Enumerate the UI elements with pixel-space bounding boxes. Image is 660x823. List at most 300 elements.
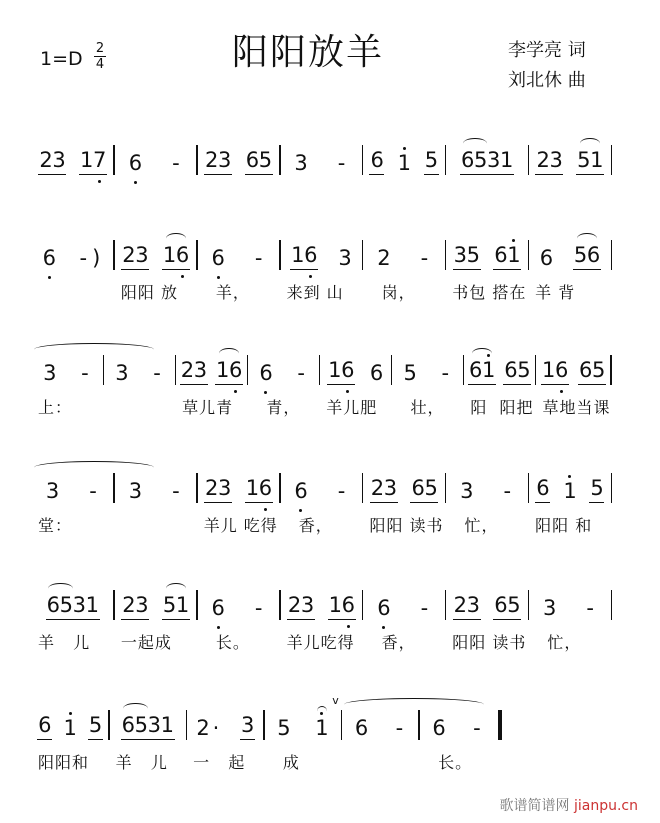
note: 1: [328, 593, 342, 617]
note-group: [314, 716, 329, 740]
slur-arc: [48, 583, 72, 594]
time-top: 2: [95, 41, 105, 56]
note: 3: [460, 479, 474, 503]
lyric: 上：: [38, 398, 73, 417]
note: 3: [218, 476, 232, 500]
slur-arc: [166, 233, 186, 244]
note: 3: [115, 361, 129, 385]
measure: [446, 145, 527, 205]
note-group: [397, 151, 412, 175]
note-group: [245, 476, 273, 503]
notes: [392, 355, 463, 385]
note: 1: [541, 358, 556, 382]
note: 2: [205, 148, 219, 172]
note-group: [211, 596, 226, 620]
measure: [248, 355, 319, 418]
note-group: [63, 716, 78, 740]
note-group: [376, 246, 391, 270]
measure: [32, 590, 113, 653]
score-row: [32, 355, 612, 418]
note: 2: [205, 476, 219, 500]
lyric: 青，: [254, 398, 301, 417]
note: 2: [196, 716, 210, 740]
note-group: [459, 479, 474, 503]
note: 6: [494, 243, 508, 267]
lyric: 成: [270, 753, 300, 772]
measure: [115, 473, 196, 533]
measure: [115, 145, 196, 205]
note-group: [453, 243, 481, 270]
measure: [446, 473, 527, 536]
notes: [198, 145, 279, 175]
note-group: [493, 593, 521, 620]
lyric: 阳阳 读书: [369, 516, 444, 535]
note: 6: [432, 716, 446, 740]
notes: [446, 145, 527, 175]
note: 3: [128, 479, 143, 503]
note: 5: [258, 148, 273, 172]
lyric: 长。: [203, 633, 250, 652]
note-group: [245, 148, 273, 175]
notes: [281, 145, 362, 175]
note: 5: [591, 358, 606, 382]
note: 1: [216, 358, 230, 382]
note: 3: [147, 713, 161, 737]
note-group: [370, 476, 398, 503]
note: ): [92, 246, 101, 270]
note: -: [586, 596, 594, 620]
measure: [446, 590, 527, 653]
note-group: [424, 148, 439, 175]
note: 3: [45, 479, 60, 503]
notes: [248, 355, 319, 385]
note-group: [86, 479, 101, 503]
notes: [342, 710, 418, 740]
measure: [420, 710, 496, 773]
score-row: [32, 240, 612, 303]
notes: [446, 590, 527, 620]
measure: [281, 240, 362, 303]
note-group: [417, 596, 432, 620]
lyric: 羊儿 吃得: [203, 516, 278, 535]
note: 1: [590, 148, 604, 172]
note: -: [420, 246, 429, 270]
notes: [115, 145, 196, 175]
note-group: [392, 716, 407, 740]
notes: [32, 240, 113, 270]
measure: [187, 710, 263, 773]
note-group: [46, 593, 100, 620]
note: 2: [287, 593, 302, 617]
note-group: [195, 716, 223, 740]
notes: [32, 710, 108, 740]
notes: [176, 355, 247, 385]
measure: [281, 473, 362, 536]
lyric: 阳 阳把: [470, 398, 534, 417]
notes: [32, 145, 113, 175]
note: 3: [466, 593, 480, 617]
note: 6: [411, 476, 425, 500]
note-group: [334, 151, 349, 175]
lyric: 草儿青: [182, 398, 234, 417]
note-group: [327, 358, 355, 385]
lyric: 羊 背: [535, 283, 576, 302]
note-group: [576, 148, 604, 175]
final-barline: [498, 710, 502, 740]
lyric: [198, 185, 279, 205]
lyric: [104, 395, 175, 415]
note: 6: [42, 246, 56, 270]
note-group: [114, 361, 129, 385]
note-group: [251, 246, 266, 270]
note: 5: [573, 243, 588, 267]
lyric: [115, 185, 196, 205]
note-group: [337, 246, 352, 270]
note: 6: [229, 358, 243, 382]
barline: [610, 355, 612, 385]
notes: [446, 240, 527, 270]
note: 5: [162, 593, 177, 617]
note-group: [45, 479, 60, 503]
slur-arc: [123, 703, 147, 714]
note: 1: [175, 593, 190, 617]
note: 6: [460, 148, 475, 172]
note-group: [168, 479, 183, 503]
note: -: [172, 479, 180, 503]
note: ·: [212, 716, 220, 740]
note: 3: [294, 151, 308, 175]
slur-arc: [580, 138, 600, 149]
notes: [115, 240, 196, 270]
note-group: [431, 716, 446, 740]
note: 1: [63, 716, 77, 740]
lyric: 长。: [425, 753, 473, 772]
slur-arc: [219, 348, 239, 359]
watermark: [500, 795, 638, 815]
watermark-site: 歌谱简谱网: [499, 798, 570, 814]
note: 6: [469, 358, 483, 382]
notes: [363, 473, 444, 503]
lyric: 羊 儿: [115, 753, 168, 772]
song-title: 阳阳放羊: [232, 32, 385, 73]
note: 3: [453, 243, 467, 267]
note-group: [128, 151, 143, 175]
notes: [446, 473, 527, 503]
note: 3: [300, 593, 315, 617]
notes: [420, 710, 496, 740]
notes: [265, 694, 341, 740]
note: -: [297, 361, 305, 385]
note: 1: [328, 358, 342, 382]
notes: [464, 355, 535, 385]
note: 1: [563, 479, 577, 503]
note: 3: [193, 358, 208, 382]
lyricist-credit: 李学亮 词: [508, 40, 586, 61]
note: 6: [175, 243, 190, 267]
note: 1: [507, 243, 521, 267]
measure: [342, 710, 418, 770]
note: -: [254, 596, 263, 620]
note: 3: [218, 148, 232, 172]
notes: [529, 590, 610, 620]
measure: [115, 240, 196, 303]
note: 6: [539, 246, 554, 270]
slur-arc: [166, 583, 186, 594]
note: -: [473, 716, 481, 740]
score-row: [32, 145, 612, 205]
notes: [115, 473, 196, 503]
note: 6: [377, 596, 391, 620]
measure: [198, 473, 279, 536]
note-group: [410, 476, 438, 503]
lyric: [342, 750, 418, 770]
note-group: [42, 246, 57, 270]
measure: [320, 355, 391, 418]
note: -: [153, 361, 161, 385]
note: 6: [494, 593, 508, 617]
score-row: [32, 473, 612, 536]
composer-credit: 刘北休 曲: [508, 70, 586, 91]
notes: [32, 590, 113, 620]
lyric: 忙，: [452, 516, 499, 535]
note: -: [441, 361, 450, 385]
note-group: [88, 713, 103, 740]
lyric: 一起成: [120, 633, 172, 652]
note-group: [79, 148, 107, 175]
note-group: [204, 148, 232, 175]
note: -: [81, 361, 89, 385]
measure: [529, 145, 610, 205]
note: 5: [424, 148, 439, 172]
measure: [392, 355, 463, 418]
note: -: [420, 596, 429, 620]
note-group: [438, 361, 453, 385]
note-group: [180, 358, 208, 385]
note: 6: [578, 358, 593, 382]
note: 1: [499, 148, 514, 172]
note-group: [369, 148, 384, 175]
note: 1: [482, 358, 496, 382]
note: -: [254, 246, 263, 270]
note: 2: [122, 593, 136, 617]
score-row: [32, 590, 612, 653]
lyric: [281, 185, 362, 205]
note-group: [128, 479, 143, 503]
measure: [198, 590, 279, 653]
notes: [529, 240, 610, 270]
measure: [529, 590, 610, 653]
note-group: [562, 479, 577, 503]
lyric: 香，: [369, 633, 416, 652]
notes: [198, 473, 279, 503]
note-group: [539, 246, 554, 270]
score-row: [32, 694, 502, 773]
measure: [32, 355, 103, 418]
note: 6: [258, 476, 273, 500]
note-group: [121, 243, 149, 270]
note-group: [503, 358, 531, 385]
note: 1: [80, 148, 94, 172]
note: 6: [304, 243, 318, 267]
measure: [529, 473, 610, 536]
note-group: [402, 361, 417, 385]
lyric: 羊 儿: [38, 633, 91, 652]
note-group: [453, 593, 481, 620]
lyric: 阳阳 和: [535, 516, 593, 535]
note: 3: [43, 361, 57, 385]
note: 6: [211, 246, 225, 270]
note-group: [76, 246, 104, 270]
measure: [446, 240, 527, 303]
measure: [363, 240, 444, 303]
lyric: 岗，: [369, 283, 416, 302]
lyric: 来到 山: [286, 283, 344, 302]
note: 6: [245, 148, 260, 172]
notes: [110, 710, 186, 740]
measure: [198, 240, 279, 303]
note-group: [287, 593, 315, 620]
note: 3: [338, 246, 352, 270]
note: 6: [536, 476, 550, 500]
notes: [536, 355, 610, 385]
note: 6: [294, 479, 308, 503]
notes: [198, 240, 279, 270]
lyric: 草地当课: [542, 398, 611, 417]
note: 5: [403, 361, 417, 385]
notes: [363, 240, 444, 270]
note: 3: [135, 593, 149, 617]
note: 6: [121, 713, 135, 737]
note-group: [240, 713, 255, 740]
measure: [529, 240, 610, 303]
note: 2: [180, 358, 195, 382]
breath-mark: v: [332, 694, 339, 707]
note: 3: [383, 476, 398, 500]
note: 5: [507, 593, 521, 617]
lyric: 阳阳 读书: [452, 633, 527, 652]
note: 6: [341, 358, 355, 382]
note-group: [535, 148, 563, 175]
lyric: 堂：: [38, 516, 73, 535]
note-group: [293, 151, 308, 175]
note-group: [328, 593, 356, 620]
note-group: [376, 596, 391, 620]
note: 5: [424, 476, 438, 500]
note: 2: [39, 148, 53, 172]
note: 3: [72, 593, 87, 617]
note-group: [417, 246, 432, 270]
measure: [281, 590, 362, 653]
lyric: [446, 185, 527, 205]
note: 3: [240, 713, 255, 737]
note-group: [162, 243, 190, 270]
note: 6: [38, 713, 52, 737]
key-signature: 1=D: [40, 48, 83, 70]
notes: [529, 145, 610, 175]
note: 1: [291, 243, 305, 267]
lyric: 羊儿肥: [326, 398, 378, 417]
note: 5: [466, 243, 480, 267]
measure: [464, 355, 535, 418]
barline: [611, 145, 613, 175]
note: 3: [486, 148, 501, 172]
note-group: [334, 479, 349, 503]
note: 6: [369, 361, 384, 385]
note: 5: [577, 148, 591, 172]
note: 6: [554, 358, 569, 382]
note-group: [276, 716, 291, 740]
measure: [32, 710, 108, 773]
note-group: [290, 243, 318, 270]
note-group: [251, 596, 266, 620]
note: 1: [315, 716, 329, 740]
note-group: [38, 148, 66, 175]
note-group: [37, 713, 52, 740]
lyric: 阳阳 放: [120, 283, 178, 302]
watermark-domain: jianpu.cn: [573, 798, 638, 814]
note: 6: [259, 361, 273, 385]
notes: [32, 473, 113, 503]
measure: [115, 590, 196, 653]
barline: [611, 590, 613, 620]
slur-arc: [472, 348, 492, 359]
note: 6: [354, 716, 369, 740]
note: 1: [245, 476, 260, 500]
note: 5: [473, 148, 488, 172]
lyric: [115, 513, 196, 533]
measure: [363, 145, 444, 205]
notes: [363, 145, 444, 175]
note: 2: [370, 476, 385, 500]
time-signature: [94, 42, 106, 71]
note: 3: [549, 148, 563, 172]
measure: [32, 240, 113, 300]
notes: [363, 590, 444, 620]
note-group: [500, 479, 515, 503]
note: -: [395, 716, 404, 740]
notes: [32, 355, 103, 385]
note-group: [541, 358, 569, 385]
note: 1: [162, 243, 177, 267]
note: 6: [586, 243, 601, 267]
note: 2: [377, 246, 391, 270]
notes: [320, 355, 391, 385]
note-group: [204, 476, 232, 503]
note: 6: [211, 596, 225, 620]
measure: [281, 145, 362, 205]
note-group: [149, 361, 164, 385]
lyric: 忙，: [535, 633, 582, 652]
lyric: [363, 185, 444, 205]
note: 2: [453, 593, 467, 617]
note: -: [79, 246, 88, 270]
lyric: [32, 280, 113, 300]
note: 1: [397, 151, 411, 175]
note-group: [573, 243, 601, 270]
lyric: 阳阳和: [38, 753, 90, 772]
notes: [281, 473, 362, 503]
notes: [281, 240, 362, 270]
notes: [529, 473, 610, 503]
lyric: 香，: [286, 516, 333, 535]
note: 1: [85, 593, 100, 617]
note-group: [211, 246, 226, 270]
measure: [198, 145, 279, 205]
note: 6: [504, 358, 518, 382]
notes: [187, 710, 263, 740]
notes: [115, 590, 196, 620]
notes: [281, 590, 362, 620]
